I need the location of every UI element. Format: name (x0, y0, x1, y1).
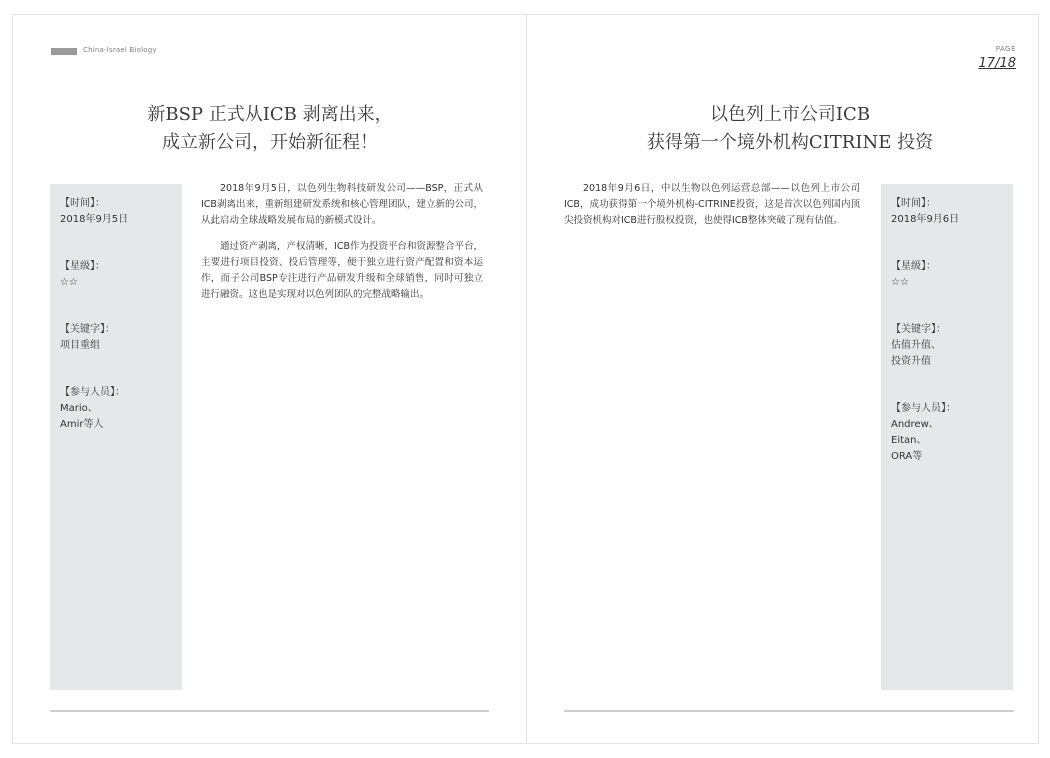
brand-label: China-Israel Biology (83, 46, 157, 54)
rating-group (891, 259, 1013, 291)
right-title-line: 以色列上市公司ICB (709, 104, 871, 125)
people-label: 【参与人员】： (891, 403, 956, 414)
rating-group (60, 259, 182, 291)
star-rating-icon: ☆☆ (60, 277, 78, 288)
footer-rule (50, 710, 489, 712)
page-word: PAGE (995, 45, 1016, 53)
right-title-line: 获得第一个境外机构CITRINE 投资 (646, 132, 934, 153)
keyword-value: 投资升值 (891, 356, 931, 367)
left-title-line: 成立新公司，开始新征程！ (162, 132, 378, 153)
keyword-value: 估值升值、 (891, 340, 941, 351)
paragraph: 2018年9月5日，以色列生物科技研发公司——BSP，正式从ICB剥离出来，重新组建研发系统和核心管理团队，建立新的公司，从此启动全球战略发展布局的新模式设计。 (201, 183, 483, 226)
left-meta-panel (50, 184, 182, 690)
people-value: Andrew、 (891, 419, 939, 430)
people-value: Mario、 (60, 403, 98, 414)
left-title-line: 新BSP 正式从ICB 剥离出来， (147, 104, 393, 125)
time-label: 【时间】： (60, 198, 105, 209)
left-body-text (201, 181, 483, 313)
people-value: Eitan、 (891, 435, 927, 446)
paragraph: 通过资产剥离，产权清晰，ICB作为投资平台和资源整合平台，主要进行项目投资、投后管理等，便于独立进行资产配置和资本运作，而子公司BSP专注进行产品研发升级和全球销售，同时可独立进行融资。这也是实现对以色列团队的完整战略输出。 (201, 241, 483, 300)
keyword-label: 【关键字】： (60, 324, 115, 335)
page-number: 17/18 (978, 56, 1016, 71)
left-page (13, 15, 526, 743)
time-group (891, 196, 1013, 228)
right-title (566, 101, 1014, 157)
people-value: ORA等 (891, 451, 923, 462)
rating-label: 【星级】： (891, 261, 936, 272)
people-label: 【参与人员】： (60, 387, 125, 398)
time-label: 【时间】： (891, 198, 936, 209)
people-group (60, 385, 182, 433)
people-value: Amir等人 (60, 419, 104, 430)
keyword-group (60, 322, 182, 354)
right-meta-panel (881, 184, 1013, 690)
time-group (60, 196, 182, 228)
left-title (51, 101, 489, 157)
header-bar (51, 48, 77, 55)
keyword-group (891, 322, 1013, 370)
time-value: 2018年9月5日 (60, 214, 129, 225)
rating-label: 【星级】： (60, 261, 105, 272)
paragraph: 2018年9月6日，中以生物以色列运营总部——以色列上市公司ICB，成功获得第一个境外机构-CITRINE投资，这是首次以色列国内顶尖投资机构对ICB进行股权投资，也使得ICB整体突破了现有估值。 (564, 183, 860, 226)
people-group (891, 401, 1013, 465)
right-body-text (564, 181, 860, 239)
keyword-label: 【关键字】： (891, 324, 946, 335)
right-page (526, 15, 1038, 743)
time-value: 2018年9月6日 (891, 214, 960, 225)
star-rating-icon: ☆☆ (891, 277, 909, 288)
document-spread (12, 14, 1039, 744)
footer-rule (564, 710, 1014, 712)
keyword-value: 项目重组 (60, 340, 100, 351)
